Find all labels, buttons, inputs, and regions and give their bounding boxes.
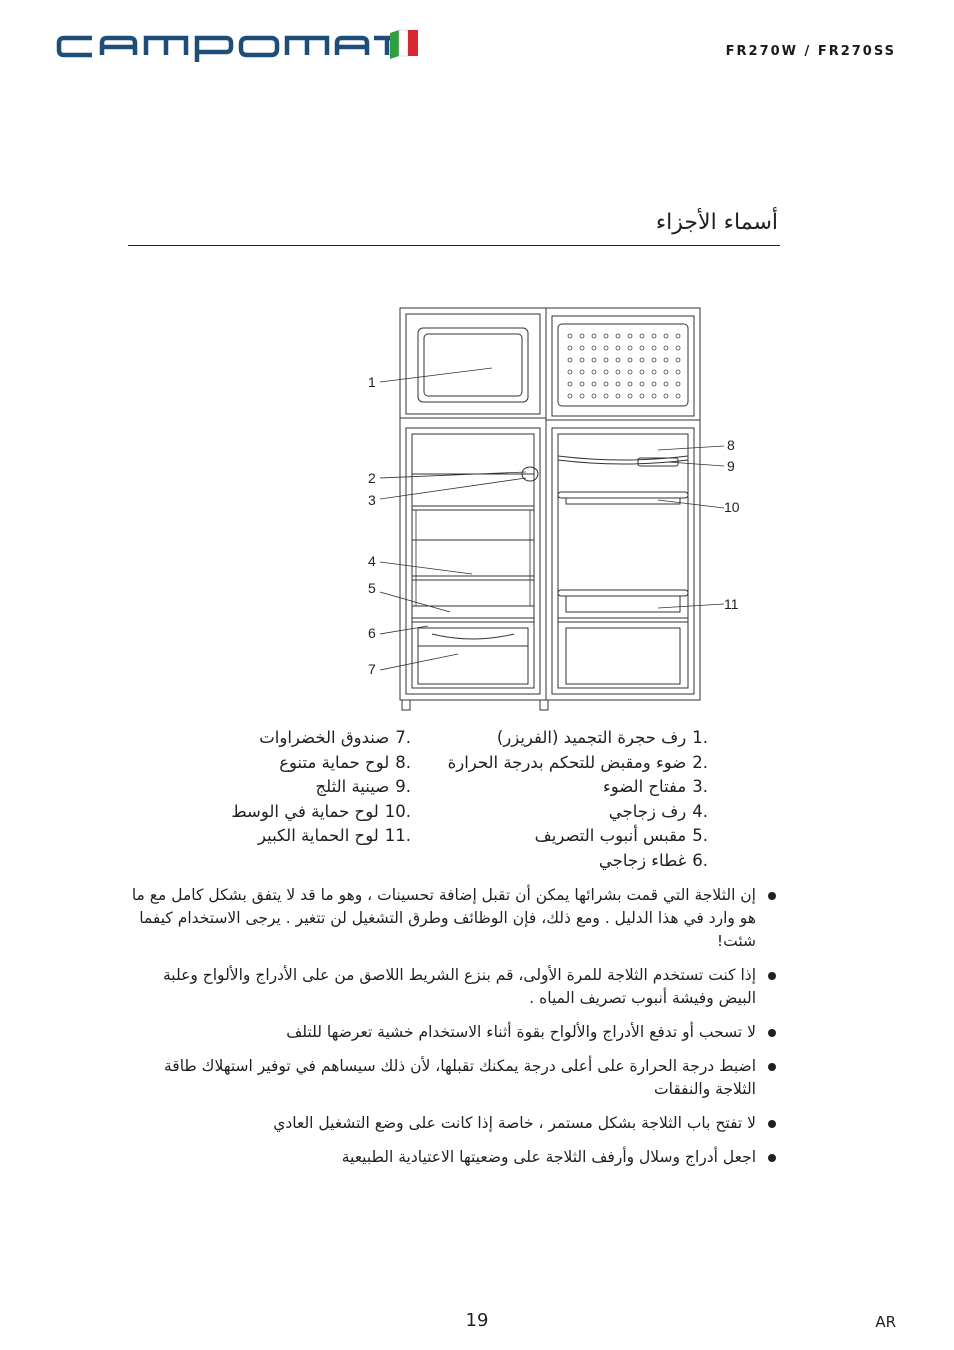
part-item: .5مقبس أنبوب التصريف	[534, 826, 708, 846]
part-item: .8لوح حماية متنوع	[279, 752, 411, 772]
bullet-icon	[768, 1120, 776, 1128]
section-title: أسماء الأجزاء	[655, 210, 778, 235]
part-item: .1رف حجرة التجميد (الفريزر)	[496, 728, 708, 747]
callout-11: 11	[724, 596, 739, 612]
campomatic-logo	[56, 28, 420, 62]
part-item: .3مفتاح الضوء	[602, 777, 708, 797]
part-item: .6غطاء زجاجي	[598, 850, 708, 870]
callout-1: 1	[368, 374, 376, 390]
callout-4: 4	[368, 553, 376, 569]
language-code: AR	[875, 1313, 896, 1331]
callout-9: 9	[727, 458, 735, 474]
italian-flag-icon	[390, 30, 418, 59]
callout-2: 2	[368, 470, 376, 486]
note-item: لا تفتح باب الثلاجة بشكل مستمر ، خاصة إذا كانت على وضع التشغيل العادي	[126, 1112, 778, 1135]
note-item: اضبط درجة الحرارة على أعلى درجة يمكنك تقبلها، لأن ذلك سيساهم في توفير استهلاك طاقة الثلاجة والنفقات	[126, 1055, 778, 1101]
part-item: .7صندوق الخضراوات	[259, 728, 411, 747]
note-item: لا تسحب أو تدفع الأدراج والألواح بقوة أثناء الاستخدام خشية تعرضها للتلف	[126, 1021, 778, 1044]
title-divider	[128, 245, 780, 246]
fridge-parts-diagram	[362, 300, 762, 720]
part-item: .10لوح حماية في الوسط	[231, 801, 411, 821]
parts-list-right	[408, 726, 708, 874]
callout-7: 7	[368, 661, 376, 677]
part-item: .9صينية الثلج	[315, 777, 411, 797]
bullet-icon	[768, 1063, 776, 1071]
model-number: FR270W / FR270SS	[725, 44, 896, 59]
note-item: إذا كنت تستخدم الثلاجة للمرة الأولى، قم بنزع الشريط اللاصق من على الأدراج والألواح وعلبة البيض وفيشة أنبوب تصريف المياه .	[126, 964, 778, 1010]
part-item: .11لوح الحماية الكبير	[258, 826, 411, 846]
usage-notes-list	[126, 884, 778, 1180]
callout-3: 3	[368, 492, 376, 508]
parts-list-left	[151, 726, 411, 849]
bullet-icon	[768, 892, 776, 900]
callout-5: 5	[368, 580, 376, 596]
bullet-icon	[768, 972, 776, 980]
bullet-icon	[768, 1154, 776, 1162]
fridge-diagram-illustration	[362, 300, 762, 720]
callout-8: 8	[727, 437, 735, 453]
part-item: .4رف زجاجي	[608, 801, 708, 821]
note-item: إن الثلاجة التي قمت بشرائها يمكن أن تقبل إضافة تحسينات ، وهو ما قد لا يتفق بشكل كامل مع ما هو وارد في هذا الدليل . ومع ذلك، فإن الوظائف وطرق التشغيل لن تتغير . يرجى الاستخدام كيفما شئت!	[126, 884, 778, 953]
callout-6: 6	[368, 625, 376, 641]
callout-10: 10	[724, 499, 740, 515]
page-number: 19	[465, 1310, 489, 1331]
campomatic-logo-graphic	[56, 28, 420, 62]
part-item: .2ضوء ومقبض للتحكم بدرجة الحرارة	[447, 752, 708, 772]
note-item: اجعل أدراج وسلال وأرفف الثلاجة على وضعيتها الاعتيادية الطبيعية	[126, 1146, 778, 1169]
bullet-icon	[768, 1029, 776, 1037]
